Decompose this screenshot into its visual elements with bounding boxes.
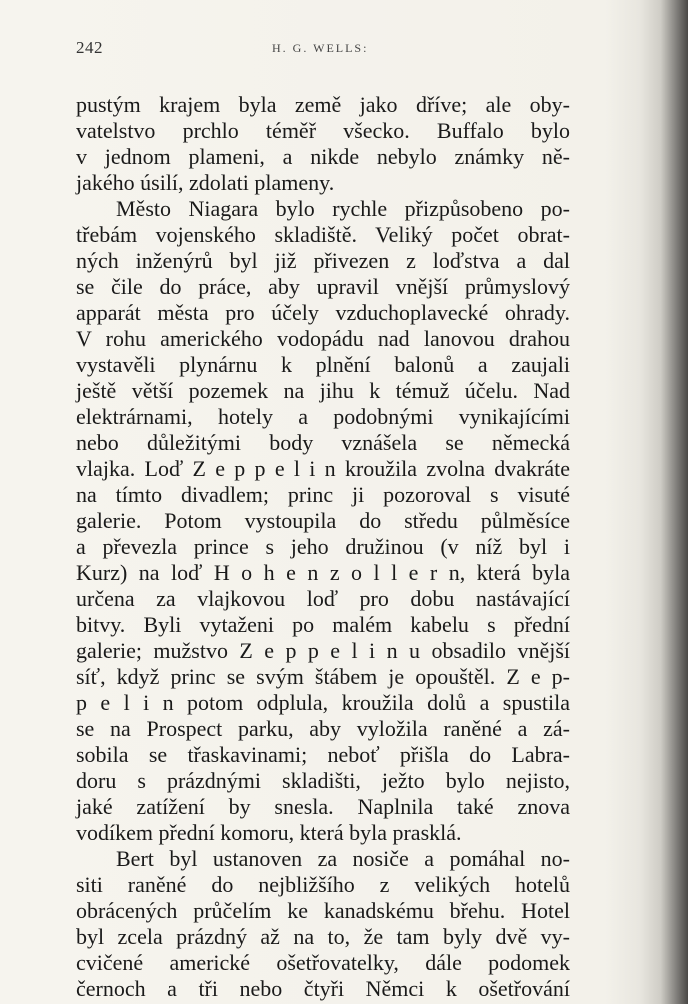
page-number: 242 [76,38,103,57]
text-line: sobila se třaskavinami; neboť přišla do Labra- [76,742,570,767]
text-line: síť, když princ se svým štábem je opouštěl. Z e p- [76,664,570,689]
text-line: byl zcela prázdný až na to, že tam byly dvě vy- [76,924,570,949]
text-line: galerie; mužstvo Z e p p e l i n u obsadilo vnější [76,638,570,663]
running-head: H. G. WELLS: [272,41,369,55]
text-line: siti raněné do nejbližšího z velikých hotelů [76,872,570,897]
text-line: ných inženýrů byl již přivezen z loďstva a dal [76,248,570,273]
text-line: pustým krajem byla země jako dříve; ale oby- [76,92,570,117]
text-line: bitvy. Byli vytaženi po malém kabelu s přední [76,612,570,637]
text-line: v jednom plameni, a nikde nebylo známky ně- [76,144,570,169]
text-line: jakého úsilí, zdolati plameny. [76,170,335,195]
text-line: Kurz) na loď H o h e n z o l l e r n, která byla [76,560,570,585]
page-header [76,38,566,62]
text-line: Bert byl ustanoven za nosiče a pomáhal no- [116,846,570,871]
text-line: na tímto divadlem; princ ji pozoroval s visuté [76,482,570,507]
text-line: se čile do práce, aby upravil vnější průmyslový [76,274,570,299]
text-line: galerie. Potom vystoupila do středu půlměsíce [76,508,570,533]
text-line: ještě větší pozemek na jihu k témuž účelu. Nad [76,378,570,403]
text-line: Město Niagara bylo rychle přizpůsobeno po- [116,196,570,221]
text-line: nebo důležitými body vznášela se německá [76,430,570,455]
text-line: vystavěli plynárnu k plnění balonů a zaujali [76,352,570,377]
text-line: vatelstvo prchlo téměř všecko. Buffalo bylo [76,118,570,143]
text-line: elektrárnami, hotely a podobnými vynikajícími [76,404,570,429]
text-line: doru s prázdnými skladišti, ježto bylo nejisto, [76,768,570,793]
text-line: černoch a tři nebo čtyři Němci k ošetřování [76,976,570,1001]
text-line: určena za vlajkovou loď pro dobu nastávající [76,586,570,611]
text-line: cvičené americké ošetřovatelky, dále podomek [76,950,570,975]
text-line: obrácených průčelím ke kanadskému břehu. Hotel [76,898,570,923]
text-line: apparát města pro účely vzduchoplavecké ohrady. [76,300,570,325]
text-line: se na Prospect parku, aby vyložila raněné a zá- [76,716,570,741]
text-line: a převezla prince s jeho družinou (v níž byl i [76,534,570,559]
text-line: jaké zatížení by snesla. Naplnila také znova [76,794,570,819]
body-text [76,92,570,1002]
text-line: vodíkem přední komoru, která byla prasklá. [76,820,462,845]
text-line: p e l i n potom odplula, kroužila dolů a spustila [76,690,570,715]
text-line: V rohu amerického vodopádu nad lanovou drahou [76,326,570,351]
text-line: vlajka. Loď Z e p p e l i n kroužila zvolna dvakráte [76,456,570,481]
text-line: třebám vojenského skladiště. Veliký počet obrat- [76,222,570,247]
